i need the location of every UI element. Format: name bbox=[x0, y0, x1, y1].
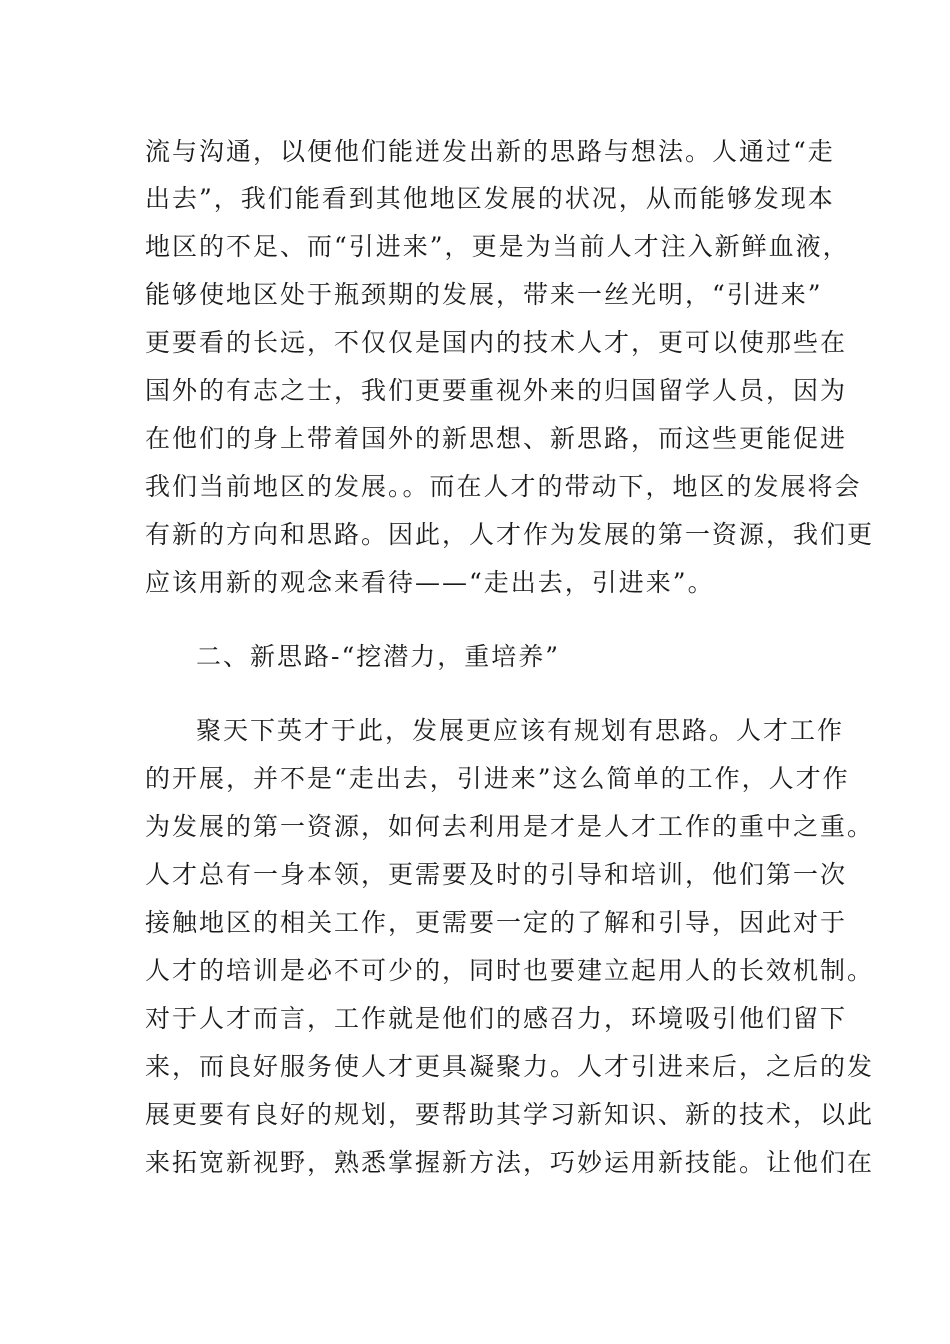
paragraph-line: 聚天下英才于此，发展更应该有规划有思路。人才工作 bbox=[196, 716, 845, 745]
paragraph-line: 的开展，并不是“走出去，引进来”这么简单的工作，人才作 bbox=[145, 764, 850, 793]
paragraph-line: 有新的方向和思路。因此，人才作为发展的第一资源，我们更 bbox=[145, 520, 875, 549]
paragraph-line: 流与沟通，以便他们能迸发出新的思路与想法。人通过“走 bbox=[145, 137, 835, 166]
paragraph-line: 能够使地区处于瓶颈期的发展，带来一丝光明，“引进来” bbox=[145, 280, 823, 309]
paragraph-line: 地区的不足、而“引进来”，更是为当前人才注入新鲜血液， bbox=[145, 232, 850, 261]
paragraph-line: 在他们的身上带着国外的新思想、新思路，而这些更能促进 bbox=[145, 424, 848, 453]
paragraph-line: 展更要有良好的规划，要帮助其学习新知识、新的技术，以此 bbox=[145, 1100, 875, 1129]
paragraph-line: 对于人才而言，工作就是他们的感召力，环境吸引他们留下 bbox=[145, 1004, 848, 1033]
paragraph-line: 来拓宽新视野，熟悉掌握新方法，巧妙运用新技能。让他们在 bbox=[145, 1148, 875, 1177]
section-heading: 二、新思路-“挖潜力，重培养” bbox=[196, 642, 561, 671]
paragraph-line: 更要看的长远，不仅仅是国内的技术人才，更可以使那些在 bbox=[145, 328, 848, 357]
paragraph-line: 人才总有一身本领，更需要及时的引导和培训，他们第一次 bbox=[145, 860, 848, 889]
paragraph-line: 为发展的第一资源，如何去利用是才是人才工作的重中之重。 bbox=[145, 812, 875, 841]
paragraph-line: 接触地区的相关工作，更需要一定的了解和引导，因此对于 bbox=[145, 908, 848, 937]
paragraph-line: 人才的培训是必不可少的，同时也要建立起用人的长效机制。 bbox=[145, 956, 875, 985]
paragraph-line: 国外的有志之士，我们更要重视外来的归国留学人员，因为 bbox=[145, 376, 848, 405]
paragraph-line: 来，而良好服务使人才更具凝聚力。人才引进来后，之后的发 bbox=[145, 1052, 875, 1081]
paragraph-line: 应该用新的观念来看待——“走出去，引进来”。 bbox=[145, 568, 715, 597]
paragraph-line: 出去”，我们能看到其他地区发展的状况，从而能够发现本 bbox=[145, 184, 835, 213]
paragraph-line: 我们当前地区的发展。。而在人才的带动下，地区的发展将会 bbox=[145, 472, 862, 501]
